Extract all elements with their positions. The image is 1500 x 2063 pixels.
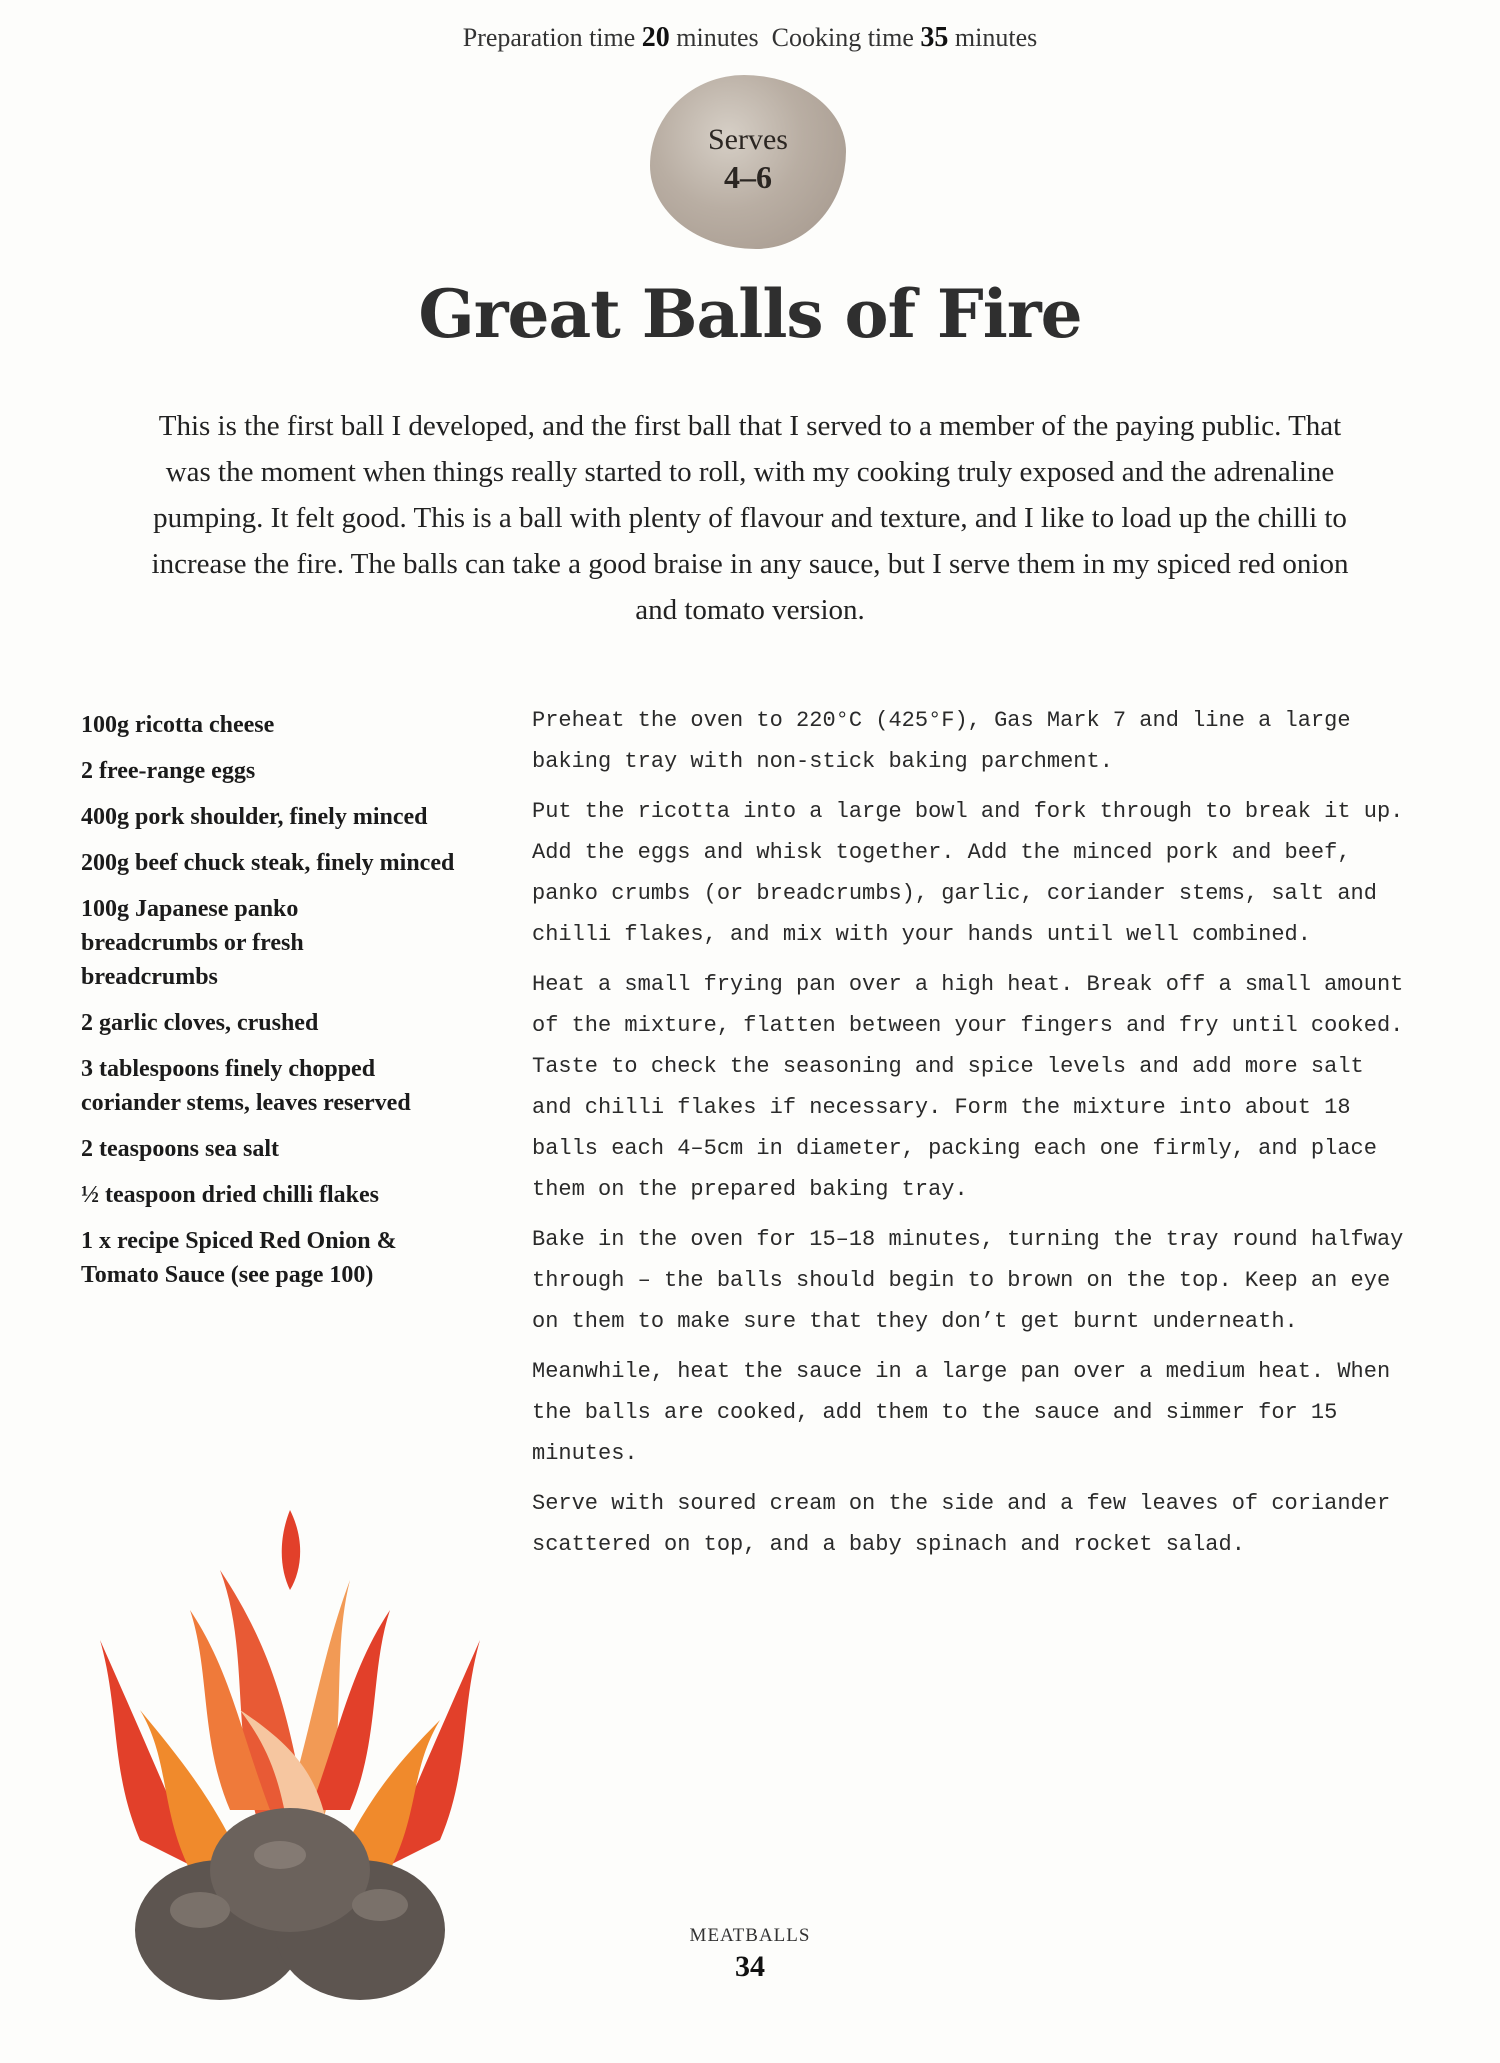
serves-label: Serves [708,123,788,156]
ingredient-item: 2 teaspoons sea salt [81,1136,280,1162]
prep-value: 20 [641,22,670,53]
timing-line [0,22,1500,54]
recipe-intro: This is the first ball I developed, and the first ball that I served to a member of the paying public. That was the moment when things really started to roll, with my cooking truly exposed and the adrenaline pumping. It felt good. This is a ball with plenty of flavour and texture, and I like to load up the chilli to increase the fire. The balls can take a good braise in any sauce, but I serve them in my spiced red onion and tomato version. [151,410,1349,626]
ingredient-item: ½ teaspoon dried chilli flakes [81,1182,380,1208]
method-step: Meanwhile, heat the sauce in a large pan over a medium heat. When the balls are cooked, add them to the sauce and simmer for 15 minutes. [532,1359,1391,1466]
ingredient-item: 2 garlic cloves, crushed [81,1010,319,1036]
recipe-title: Great Balls of Fire [418,275,1082,353]
ingredient-item: 2 free-range eggs [81,758,256,784]
method-step: Preheat the oven to 220°C (425°F), Gas Mark 7 and line a large baking tray with non-stick baking parchment. [532,708,1351,774]
serves-badge [650,75,846,249]
cook-value: 35 [920,22,949,53]
prep-label: Preparation time [462,23,636,52]
footer-section-label: MEATBALLS [689,1925,811,1946]
cook-label: Cooking time [771,23,914,52]
cook-unit: minutes [954,23,1038,52]
page-number: 34 [735,1950,765,1983]
ingredient-item: 100g Japanese panko breadcrumbs or fresh breadcrumbs [81,896,304,990]
ingredient-item: 100g ricotta cheese [81,712,275,738]
ingredient-item: 1 x recipe Spiced Red Onion & Tomato Sauce (see page 100) [81,1228,397,1288]
method-steps [532,700,1412,1574]
serves-value: 4–6 [724,159,772,195]
ingredient-item: 3 tablespoons finely chopped coriander stems, leaves reserved [81,1056,411,1116]
prep-unit: minutes [676,23,759,52]
method-step: Heat a small frying pan over a high heat. Break off a small amount of the mixture, flatten between your fingers and fry until cooked. Taste to check the seasoning and spice levels and add more salt and chilli flakes if necessary. Form the mixture into about 18 balls each 4–5cm in diameter, packing each one firmly, and place them on the prepared baking tray. [532,972,1404,1202]
ingredient-item: 400g pork shoulder, finely minced [81,804,428,830]
method-step: Bake in the oven for 15–18 minutes, turning the tray round halfway through – the balls should begin to brown on the top. Keep an eye on them to make sure that they don’t get burnt underneath. [532,1227,1404,1334]
method-step: Put the ricotta into a large bowl and fork through to break it up. Add the eggs and whisk together. Add the minced pork and beef, panko crumbs (or breadcrumbs), garlic, coriander stems, salt and chilli flakes, and mix with your hands until well combined. [532,799,1404,947]
ingredient-list [81,708,501,1304]
method-step: Serve with soured cream on the side and a few leaves of coriander scattered on top, and a baby spinach and rocket salad. [532,1491,1391,1557]
ingredient-item: 200g beef chuck steak, finely minced [81,850,455,876]
